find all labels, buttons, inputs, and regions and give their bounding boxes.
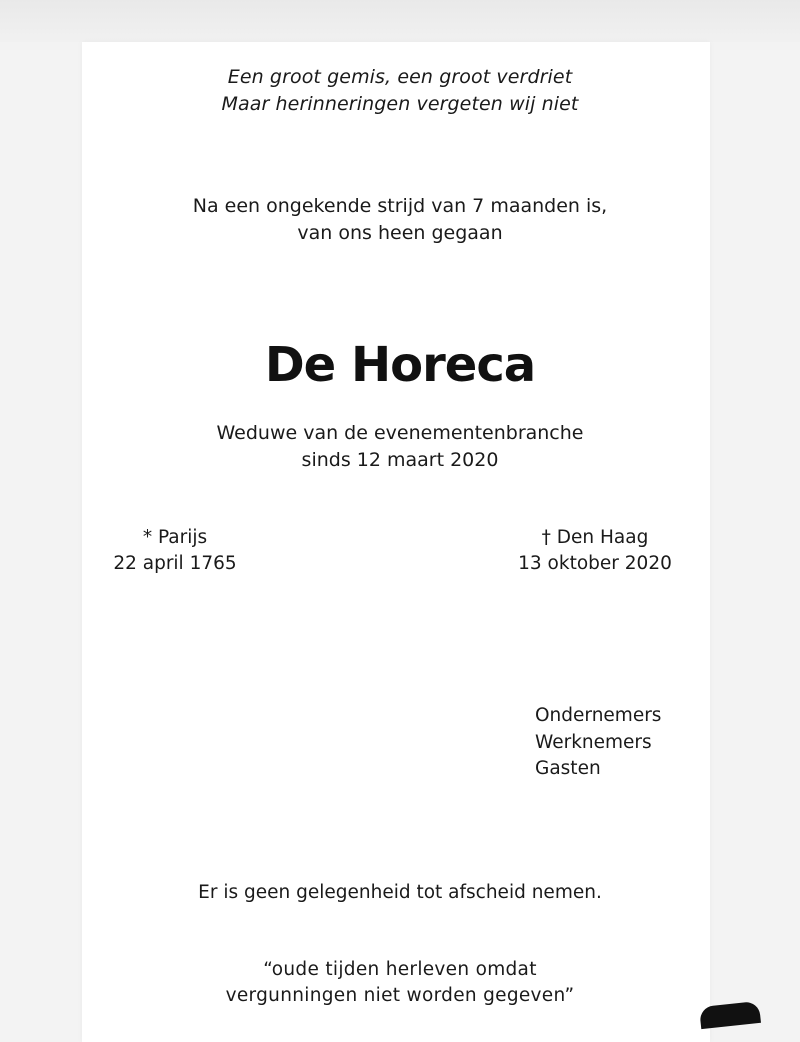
deceased-name: De Horeca	[264, 337, 536, 393]
mourner-1: Ondernemers	[535, 705, 662, 726]
top-band	[0, 0, 800, 42]
death-place: † Den Haag	[541, 527, 649, 548]
birth-place: * Parijs	[142, 527, 208, 548]
mourner-2: Werknemers	[535, 732, 652, 753]
intro-line-1: Na een ongekende strijd van 7 maanden is,	[192, 195, 608, 217]
quote-line-1: “oude tijden herleven omdat	[263, 959, 537, 980]
quote-line-2: vergunningen niet worden gegeven”	[225, 985, 575, 1006]
opening-line-1: Een groot gemis, een groot verdriet	[227, 66, 573, 88]
mourner-3: Gasten	[535, 758, 601, 779]
subtitle-line-2: sinds 12 maart 2020	[301, 449, 499, 471]
death-date: 13 oktober 2020	[518, 553, 672, 574]
opening-line-2: Maar herinneringen vergeten wij niet	[221, 93, 579, 115]
closing-line: Er is geen gelegenheid tot afscheid nemen.	[198, 882, 602, 903]
intro-line-2: van ons heen gegaan	[297, 222, 503, 244]
birth-date: 22 april 1765	[113, 553, 237, 574]
subtitle-line-1: Weduwe van de evenementenbranche	[216, 422, 584, 444]
